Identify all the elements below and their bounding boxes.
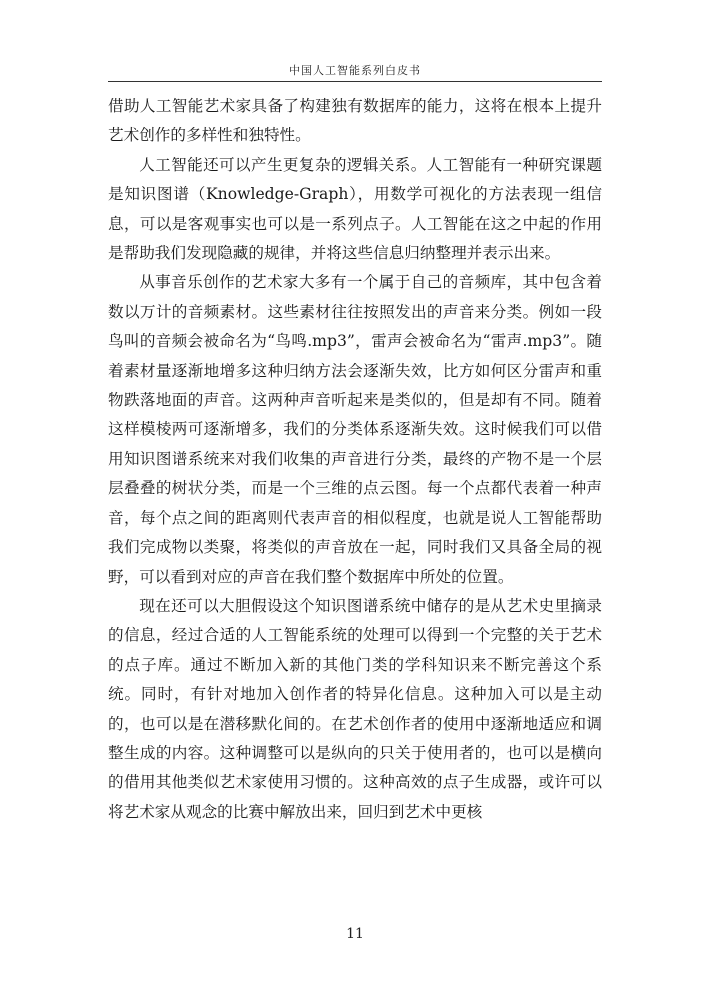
paragraph-knowledge-graph: 人工智能还可以产生更复杂的逻辑关系。人工智能有一种研究课题是知识图谱（Knowledge-Graph），用数学可视化的方法表现一组信息，可以是客观事实也可以是一系列点子。人工智能在这之中起的作用是帮助我们发现隐藏的规律，并将这些信息归纳整理并表示出来。 xyxy=(108,155,602,263)
header-divider xyxy=(108,81,602,82)
document-body xyxy=(108,92,602,827)
running-header-title: 中国人工智能系列白皮书 xyxy=(289,64,421,77)
paragraph-audio-library: 从事音乐创作的艺术家大多有一个属于自己的音频库，其中包含着数以万计的音频素材。这些素材往往按照发出的声音来分类。例如一段鸟叫的音频会被命名为“鸟鸣.mp3”，雷声会被命名为“雷声.mp3”。随着素材量逐渐地增多这种归纳方法会逐渐失效，比方如何区分雷声和重物跌落地面的声音。这两种声音听起来是类似的，但是却有不同。随着这样模棱两可逐渐增多，我们的分类体系逐渐失效。这时候我们可以借用知识图谱系统来对我们收集的声音进行分类，最终的产物不是一个层层叠叠的树状分类，而是一个三维的点云图。每一个点都代表着一种声音，每个点之间的距离则代表声音的相似程度，也就是说人工智能帮助我们完成物以类聚，将类似的声音放在一起，同时我们又具备全局的视野，可以看到对应的声音在我们整个数据库中所处的位置。 xyxy=(108,273,602,586)
page-number: 11 xyxy=(346,926,364,942)
paragraph-idea-library: 现在还可以大胆假设这个知识图谱系统中储存的是从艺术史里摘录的信息，经过合适的人工智能系统的处理可以得到一个完整的关于艺术的点子库。通过不断加入新的其他门类的学科知识来不断完善这个系统。同时，有针对地加入创作者的特异化信息。这种加入可以是主动的，也可以是在潜移默化间的。在艺术创作者的使用中逐渐地适应和调整生成的内容。这种调整可以是纵向的只关于使用者的，也可以是横向的借用其他类似艺术家使用习惯的。这种高效的点子生成器，或许可以将艺术家从观念的比赛中解放出来，回归到艺术中更核 xyxy=(108,596,602,821)
paragraph-continued: 借助人工智能艺术家具备了构建独有数据库的能力，这将在根本上提升艺术创作的多样性和独特性。 xyxy=(108,97,602,145)
